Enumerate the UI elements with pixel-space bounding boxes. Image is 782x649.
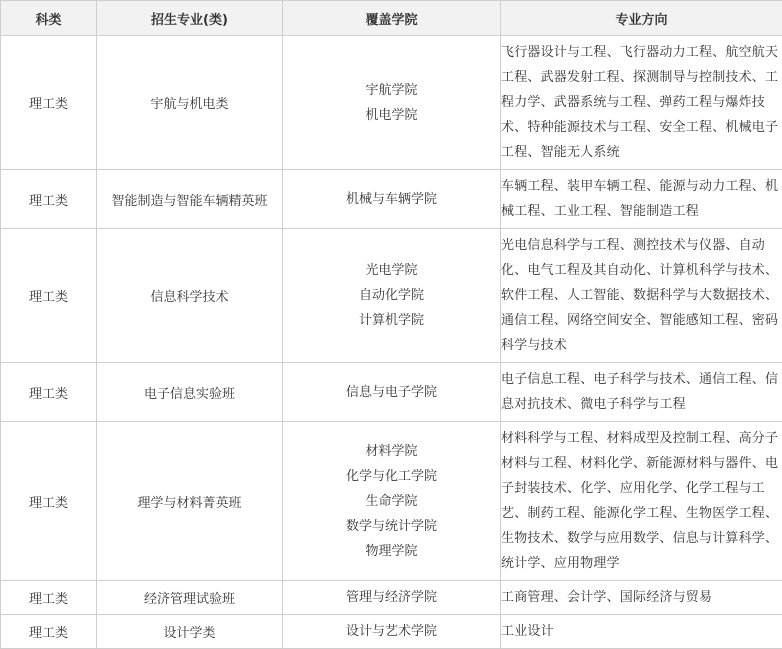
table-row bbox=[1, 422, 782, 581]
colleges-cell bbox=[283, 422, 501, 581]
college-name: 机械与车辆学院 bbox=[345, 191, 437, 207]
directions-cell: 电子信息工程、电子科学与技术、通信工程、信息对抗技术、微电子科学与工程 bbox=[501, 363, 782, 422]
college-name: 信息与电子学院 bbox=[345, 384, 437, 400]
directions-cell: 光电信息科学与工程、测控技术与仪器、自动化、电气工程及其自动化、计算机科学与技术、软件工程、人工智能、数据科学与大数据技术、通信工程、网络空间安全、智能感知工程、密码科学与技术 bbox=[501, 229, 782, 363]
category-cell: 理工类 bbox=[1, 615, 97, 649]
college-name: 光电学院 bbox=[365, 263, 418, 278]
category-cell: 理工类 bbox=[1, 36, 97, 170]
colleges-cell bbox=[283, 615, 501, 649]
college-name: 物理学院 bbox=[365, 543, 418, 559]
table-header bbox=[1, 1, 782, 36]
major-cell: 设计学类 bbox=[97, 615, 283, 649]
major-cell: 宇航与机电类 bbox=[97, 36, 283, 170]
college-name: 自动化学院 bbox=[358, 288, 424, 303]
major-cell: 智能制造与智能车辆精英班 bbox=[97, 170, 283, 229]
header-major: 招生专业(类) bbox=[97, 1, 283, 36]
major-cell: 经济管理试验班 bbox=[97, 581, 283, 615]
table-body bbox=[1, 36, 782, 649]
colleges-cell bbox=[283, 581, 501, 615]
major-cell: 电子信息实验班 bbox=[97, 363, 283, 422]
header-row bbox=[1, 1, 782, 36]
table-row bbox=[1, 581, 782, 615]
table-row bbox=[1, 363, 782, 422]
college-name: 数学与统计学院 bbox=[345, 518, 437, 534]
major-cell: 理学与材料菁英班 bbox=[97, 422, 283, 581]
category-cell: 理工类 bbox=[1, 422, 97, 581]
header-directions: 专业方向 bbox=[501, 1, 782, 36]
category-cell: 理工类 bbox=[1, 170, 97, 229]
college-name: 设计与艺术学院 bbox=[345, 624, 437, 639]
college-name: 管理与经济学院 bbox=[345, 590, 437, 605]
colleges-cell bbox=[283, 229, 501, 363]
directions-cell: 飞行器设计与工程、飞行器动力工程、航空航天工程、武器发射工程、探测制导与控制技术、工程力学、武器系统与工程、弹药工程与爆炸技术、特种能源技术与工程、安全工程、机械电子工程、智能无人系统 bbox=[501, 36, 782, 170]
college-name: 化学与化工学院 bbox=[345, 468, 437, 484]
college-name: 生命学院 bbox=[365, 493, 418, 509]
colleges-cell bbox=[283, 36, 501, 170]
colleges-cell bbox=[283, 170, 501, 229]
table-row bbox=[1, 229, 782, 363]
college-name: 计算机学院 bbox=[358, 313, 424, 328]
category-cell: 理工类 bbox=[1, 229, 97, 363]
directions-cell: 车辆工程、装甲车辆工程、能源与动力工程、机械工程、工业工程、智能制造工程 bbox=[501, 170, 782, 229]
directions-cell: 工商管理、会计学、国际经济与贸易 bbox=[501, 581, 782, 615]
college-name: 机电学院 bbox=[365, 107, 418, 123]
table-row bbox=[1, 36, 782, 170]
directions-cell: 工业设计 bbox=[501, 615, 782, 649]
header-category: 科类 bbox=[1, 1, 97, 36]
table-row bbox=[1, 615, 782, 649]
college-name: 材料学院 bbox=[365, 443, 418, 459]
header-colleges: 覆盖学院 bbox=[283, 1, 501, 36]
colleges-cell bbox=[283, 363, 501, 422]
directions-cell: 材料科学与工程、材料成型及控制工程、高分子材料与工程、材料化学、新能源材料与器件、电子封装技术、化学、应用化学、化学工程与工艺、制药工程、能源化学工程、生物医学工程、生物技术、数学与应用数学、信息与计算科学、统计学、应用物理学 bbox=[501, 422, 782, 581]
category-cell: 理工类 bbox=[1, 363, 97, 422]
category-cell: 理工类 bbox=[1, 581, 97, 615]
college-name: 宇航学院 bbox=[365, 82, 418, 98]
table-row bbox=[1, 170, 782, 229]
major-cell: 信息科学技术 bbox=[97, 229, 283, 363]
